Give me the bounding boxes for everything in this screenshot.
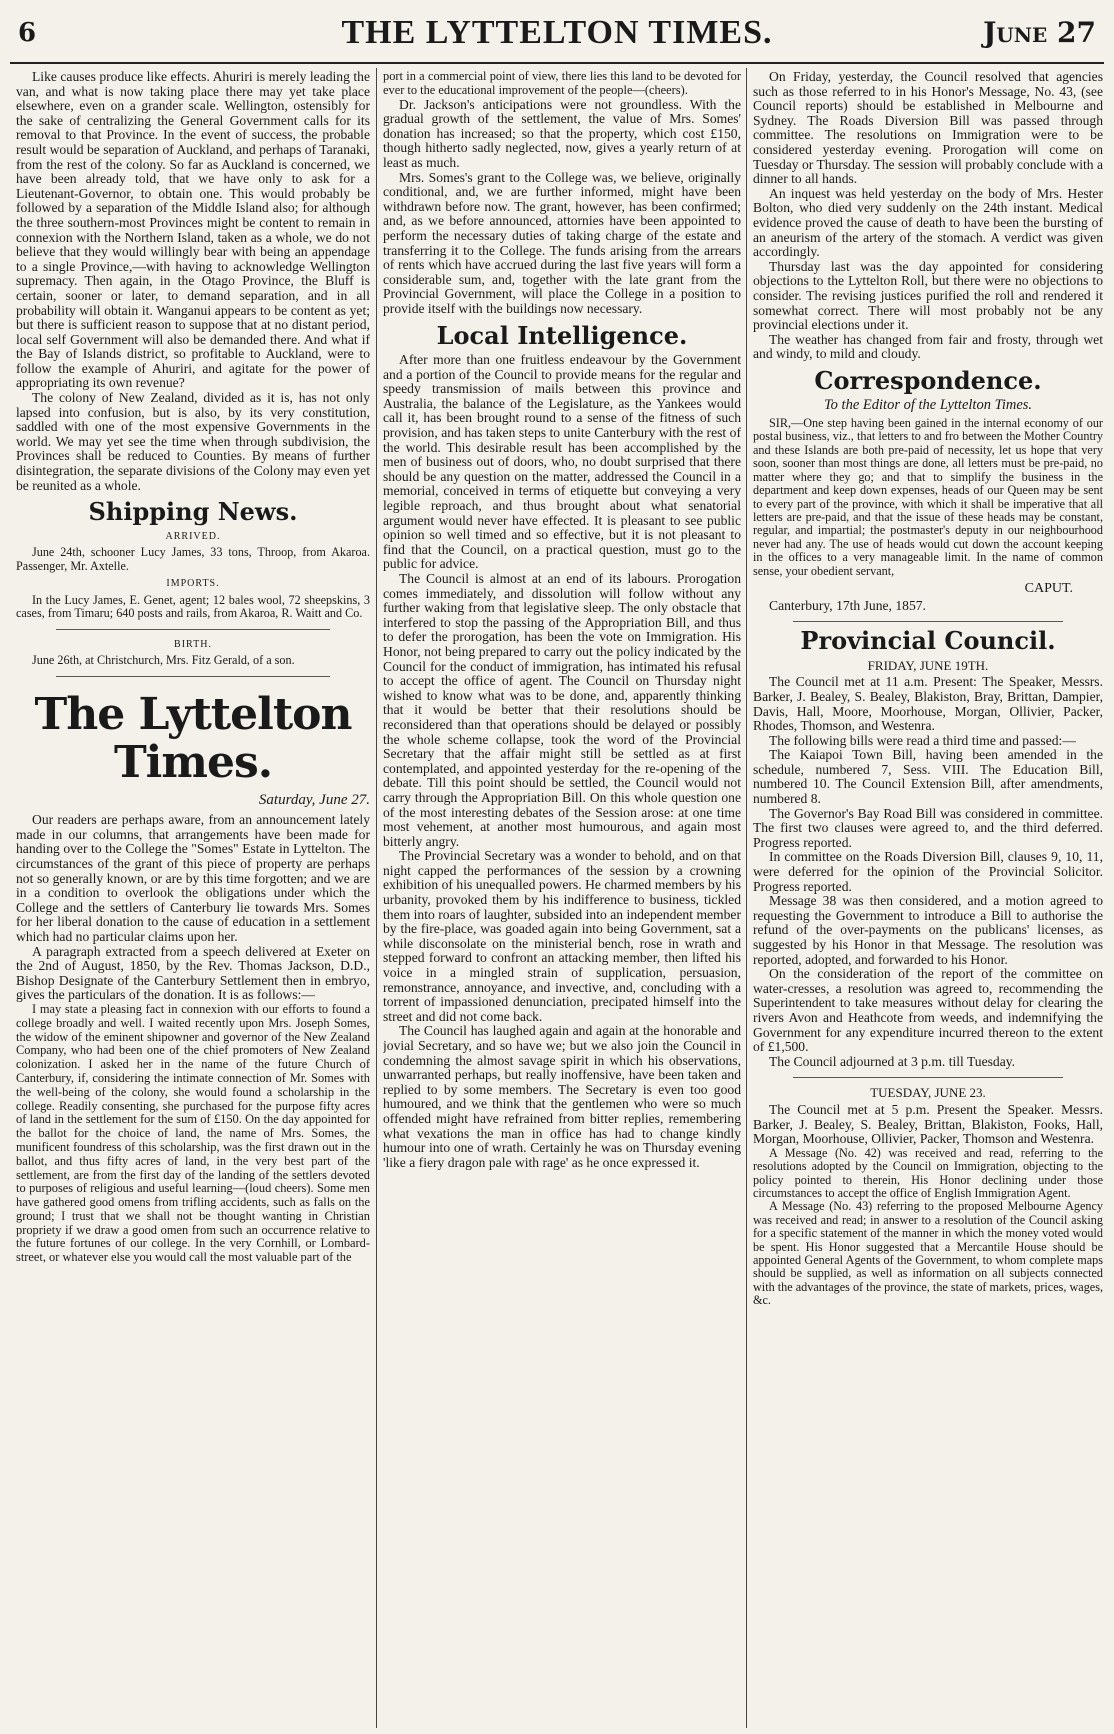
- article-paragraph: Like causes produce like effects. Ahuriri is merely leading the van, and what is now taking place there may yet take place elsewhere, even on a grander scale. Wellington, ostensibly for the sake of centralizing the General Government calls for its removal to that Province. In the event of success, the probable result would be separation of Auckland, and perhaps of Taranaki, from the rest of the colony. So far as Auckland is concerned, we have been already told, that we have only to ask for a Lieutenant-Governor, to obtain one. This would probably be followed by a separation of the Middle Island also; for although the three southern-most Provinces might be content to remain in connexion with the Northern Island, taken as a whole, we do not believe that they would willingly bear with being an appendage to a single Province,—with having to acknowledge Wellington supremacy. Then again, in the Otago Province, the Bluff is certain, sooner or later, to demand separation, and in all probability will obtain it. Wanganui appears to be content as yet; but there is sufficient reason to suppose that at no distant period, local self Government will also be demanded there. And what if the Bay of Islands district, so profitable to Auckland, were to follow the example of Ahuriri, and agitate for the power of appropriating its own revenue?: [16, 70, 370, 391]
- newspaper-title: THE LYTTELTON TIMES.: [341, 14, 773, 51]
- council-paragraph: A Message (No. 42) was received and read, referring to the resolutions adopted by the Council on Immigration, objecting to the policy pointed to therein, His Honor declining under those circumstances to accept the office of English Immigration Agent.: [753, 1145, 1103, 1200]
- paper-title-heading: The Lyttelton Times.: [34, 688, 352, 788]
- editorial-paragraph: Dr. Jackson's anticipations were not groundless. With the gradual growth of the settlement, the value of Mrs. Somes' donation has increased; so that the property, which cost £150, though hitherto sadly neglected, now, gives a yearly return of at least as much.: [383, 96, 741, 170]
- editorial-dateline: Saturday, June 27.: [258, 791, 370, 808]
- correspondence-heading: Correspondence.: [814, 365, 1042, 395]
- local-paragraph: The Council is almost at an end of its labours. Prorogation comes immediately, and dissolution will follow without any further waking from that legislative sleep. The only obstacle that interfered to stop the passing of the Appropriation Bill, and thus to defer the prorogation, has been the vote on Immigration. His Honor, not being prepared to carry out the policy indicated by the Council for the conduct of immigration, has intimated his refusal to accept the office of agent. The Council on Thursday night wished to know what was to be done, and, apparently thinking that it would be better that their resolutions should be reconsidered than that operations should be delayed or possibly the whole scheme collapse, took the word of the Provincial Secretary that the affair might still be settled as at first contemplated, and appointed yesterday for the re-opening of the debate. Till this point should be settled, the Council would not carry through the Appropriation Bill. On this whole question one of the most interesting debates of the Session arose: at one time most vehement, at another most humourous, and again most bitterly angry.: [383, 571, 741, 849]
- council-paragraph: The following bills were read a third time and passed:—: [769, 732, 1076, 748]
- article-paragraph: The colony of New Zealand, divided as it is, has not only lapsed into confusion, but is also, by its very constitution, saddled with one of the most expensive Governments in the world. We may yet see the time when through subdivision, the Provinces shall be reduced to Counties. By means of further disintegration, the separate divisions of the Colony may even yet be reunited as a whole.: [16, 390, 370, 493]
- local-paragraph: After more than one fruitless endeavour by the Government and a portion of the Council to provide means for the regular and speedy transmission of mails between this province and Australia, the balance of the Legislature, as the Yankees would call it, has been brought round to a sense of the fitness of such provision, and has taken steps to unite Canterbury with the rest of the world. This desirable result has been accomplished by the men of business out of doors, who, no doubt surprised that there should be any question on the matter, addressed the Council in a memorial, conceived in terms of etiquette but conveying a very legible reproach, and thus brought about what senatorial argument would never have effected. It is pleasant to see public opinion so well timed and so effective, but it is not pleasant to find that the Council, on a practical question, must go to the public for advice.: [383, 352, 741, 572]
- letter-signature: CAPUT.: [1024, 580, 1073, 596]
- divider: [793, 1077, 1063, 1078]
- column-1: [16, 70, 370, 1728]
- editorial-paragraph: Our readers are perhaps aware, from an announcement lately made in our columns, that arrangements have been made for handing over to the College the "Somes" Estate in Lyttelton. The circumstances of the grant of this piece of property are perhaps not so generally known, or are by this time forgotten; and we are in a condition to overlook the obligations under which the College and the settlers of Canterbury lie towards Mrs. Somes for her liberal donation to the cause of education in a settlement which had no particular claims upon her.: [16, 812, 370, 944]
- local-paragraph: An inquest was held yesterday on the body of Mrs. Hester Bolton, who died very suddenly on the 24th instant. Medical evidence proved the cause of death to have been the bursting of an aneurism of the artery of the stomach. A verdict was given accordingly.: [753, 185, 1103, 260]
- editorial-paragraph: A paragraph extracted from a speech delivered at Exeter on the 2nd of August, 1850, by the Rev. Thomas Jackson, D.D., Bishop Designate of the Canterbury Settlement then in embryo, gives the particulars of the donation. It is as follows:—: [16, 943, 370, 1003]
- letter-body: SIR,—One step having been gained in the internal economy of our postal business, viz., that letters to and fro between the Mother Country and these Islands are both pre-paid of necessity, let us hope that very soon, sooner than most things are done, all letters must be pre-paid, no matter where they go; and that to simplify the business in the department and keep down expenses, heads of our Queen may be sent to every part of the province, with which it shall be imperative that all letters are pre-paid, and that the issue of these heads may be constant, regular, and impartial; the postmaster's deputy in our neighbourhood never had any. The use of heads would cut down the account keeping in the offices to a very manageable limit. In the name of common sense, your obedient servant,: [753, 416, 1103, 578]
- shipping-news-heading: Shipping News.: [88, 497, 298, 527]
- council-paragraph: On the consideration of the report of the committee on water-cresses, a resolution was agreed to, recommending the Superintendent to take measures without delay for clearing the rivers Avon and Heathcote from weeds, and indemnifying the Government for any expenditure incurred thereon to the extent of £1,500.: [753, 966, 1103, 1055]
- local-paragraph: The Provincial Secretary was a wonder to behold, and on that night capped the performances of the session by a crowning exhibition of his unequalled powers. He charmed members by his urbanity, provoked them by his indifference to business, tickled them into roars of laughter, subsided into an independent member by the fire-place, was goaded again into being Government, sat a while disconsolate on the ministerial bench, rose in wrath and stepped forward to confront an attacking member, then lifted his voice in a mingled strain of supplication, persuasion, remonstrance, annoyance, and invective, and, concluding with a torrent of impassioned denunciation, precipated himself into the street and did not come back.: [383, 848, 741, 1024]
- arrived-text: June 24th, schooner Lucy James, 33 tons, Throop, from Akaroa. Passenger, Mr. Axtelle.: [16, 545, 370, 573]
- letter-addressee: To the Editor of the Lyttelton Times.: [823, 397, 1033, 414]
- local-paragraph: The Council has laughed again and again at the honorable and jovial Secretary, and so have we; but we also join the Council in condemning the almost savage spirit in which his observations, unwarranted perhaps, but really inoffensive, have been taken and replied to by some members. The Secretary is even too good humoured, and we think that the gentlemen who were so much offended might have refrained from bitter replies, remembering what vexations the man in office has had to change kindly humour into one of wrath. Certainly he was on Thursday evening 'like a fiery dragon pale with rage' as he once expressed it.: [383, 1023, 741, 1170]
- imports-text: In the Lucy James, E. Genet, agent; 12 bales wool, 72 sheepskins, 3 cases, from Timaru; 640 posts and rails, from Akaroa, R. Waitt and Co.: [16, 592, 370, 621]
- letter-location: Canterbury, 17th June, 1857.: [769, 597, 926, 613]
- council-paragraph: In committee on the Roads Diversion Bill, clauses 9, 10, 11, were deferred for the opinion of the Provincial Solicitor. Progress reported.: [753, 849, 1103, 894]
- arrived-label: ARRIVED.: [165, 530, 221, 542]
- council-paragraph: Message 38 was then considered, and a motion agreed to requesting the Government to introduce a Bill to authorise the refund of the over-payments on the publicans' licenses, as suggested by his Honor in that Message. The resolution was reported, adopted, and forwarded to his Honor.: [753, 893, 1103, 967]
- provincial-council-heading: Provincial Council.: [800, 626, 1056, 656]
- column-3: [753, 70, 1103, 1728]
- issue-date: June 27: [983, 16, 1096, 49]
- local-paragraph: Thursday last was the day appointed for considering objections to the Lyttelton Roll, but there were no objections to consider. The revising justices purified the roll and rendered it somewhat correct. There will most probably not be any provincial elections under it.: [753, 258, 1103, 333]
- council-paragraph: The Council adjourned at 3 p.m. till Tuesday.: [769, 1053, 1016, 1069]
- local-intelligence-heading: Local Intelligence.: [436, 320, 688, 350]
- column-rule-right: [746, 68, 747, 1728]
- birth-text: June 26th, at Christchurch, Mrs. Fitz Gerald, of a son.: [32, 653, 295, 668]
- quoted-speech-continued: port in a commercial point of view, there lies this land to be devoted for ever to the educational improvement of the people—(cheers).: [383, 70, 741, 97]
- column-2: [383, 70, 741, 1728]
- divider: [793, 621, 1063, 622]
- divider: [56, 629, 330, 630]
- page-number: 6: [18, 18, 37, 48]
- quoted-speech: I may state a pleasing fact in connexion with our efforts to found a college broadly and well. I waited recently upon Mrs. Joseph Somes, the widow of the eminent shipowner and governor of the New Zealand Company, who had been one of the chief promoters of New Zealand colonization. I asked her in the name of the future Church of Canterbury, if, considering the intimate connection of Mr. Somes with the well-being of the colony, she would found a scholarship in the college. Readily consenting, she purchased for the purpose fifty acres of land in the settlement for the sum of £150. On the day appointed for the ballot for the choice of land, the name of Mrs. Somes, the munificent foundress of this scholarship, was the first drawn out in the ballot, and thus fifty acres of land, in the very best part of the settlement, are from the first day of the landing of the settlers devoted to purposes of religious and useful learning—(loud cheers). Some men have gathered good omens from trifling accidents, such as falls on the ground; I trust that we shall not be thought wanting in Christian propriety if we draw a good omen from such an occurrence relative to the future fortunes of our college. In the very Cornhill, or Lombard-street, or whatever else you would call the most valuable part of the: [16, 1001, 370, 1265]
- local-paragraph: On Friday, yesterday, the Council resolved that agencies such as those referred to in his Honor's Message, No. 43, (see Council reports) should be established in Melbourne and Sydney. The Roads Diversion Bill was passed through committee. The resolutions on Immigration were to be considered yesterday evening. Prorogation will come on Tuesday or Thursday. The session will probably conclude with a dinner to all hands.: [753, 70, 1103, 187]
- local-paragraph: The weather has changed from fair and frosty, through wet and windy, to mild and cloudy.: [753, 331, 1103, 362]
- imports-label: IMPORTS.: [166, 578, 220, 590]
- editorial-paragraph: Mrs. Somes's grant to the College was, we believe, originally conditional, and, we are further informed, might have been withdrawn before now. The grant, however, has been confirmed; and, as we before announced, attornies have been appointed to perform the necessary duties of taking charge of the estate and transferring it to the College. The funds arising from the arrears of rents which have accrued during the last five years will form a considerable sum, and, together with the late grant from the Provincial Government, will place the College in a position to provide itself with the buildings now necessary.: [383, 169, 741, 316]
- council-paragraph: The Governor's Bay Road Bill was considered in committee. The first two clauses were agreed to, and the third deferred. Progress reported.: [753, 805, 1103, 850]
- council-paragraph: The Kaiapoi Town Bill, having been amended in the schedule, numbered 7, Sess. VIII. The Education Bill, numbered 10. The Council Extension Bill, after amendments, numbered 8.: [753, 747, 1103, 807]
- council-paragraph: The Council met at 11 a.m. Present: The Speaker, Messrs. Barker, J. Bealey, S. Bealey, Blakiston, Bray, Brittan, Dampier, Davis, Hall, Moore, Moorhouse, Morgan, Ollivier, Packer, Rhodes, Thomson, and Westenra.: [753, 674, 1103, 734]
- friday-session-label: FRIDAY, JUNE 19TH.: [867, 657, 989, 673]
- masthead: [10, 6, 1104, 64]
- tuesday-session-label: TUESDAY, JUNE 23.: [870, 1085, 986, 1101]
- birth-label: BIRTH.: [174, 638, 212, 650]
- council-paragraph: The Council met at 5 p.m. Present the Speaker. Messrs. Barker, J. Bealey, S. Bealey, Brittan, Blakiston, Fooks, Hall, Morgan, Moorhouse, Ollivier, Packer, Thomson and Westenra.: [753, 1101, 1103, 1147]
- council-paragraph: A Message (No. 43) referring to the proposed Melbourne Agency was received and read; in answer to a resolution of the Council asking for a specific statement of the manner in which the money voted would be spent. His Honor suggested that a Mercantile House should be appointed General Agents of the Government, to whom complete maps should be supplied, as well as information on all subjects connected with the advantages of the province, the state of markets, prices, wages, &c.: [753, 1199, 1103, 1308]
- column-rule-left: [376, 68, 377, 1728]
- divider: [56, 676, 330, 677]
